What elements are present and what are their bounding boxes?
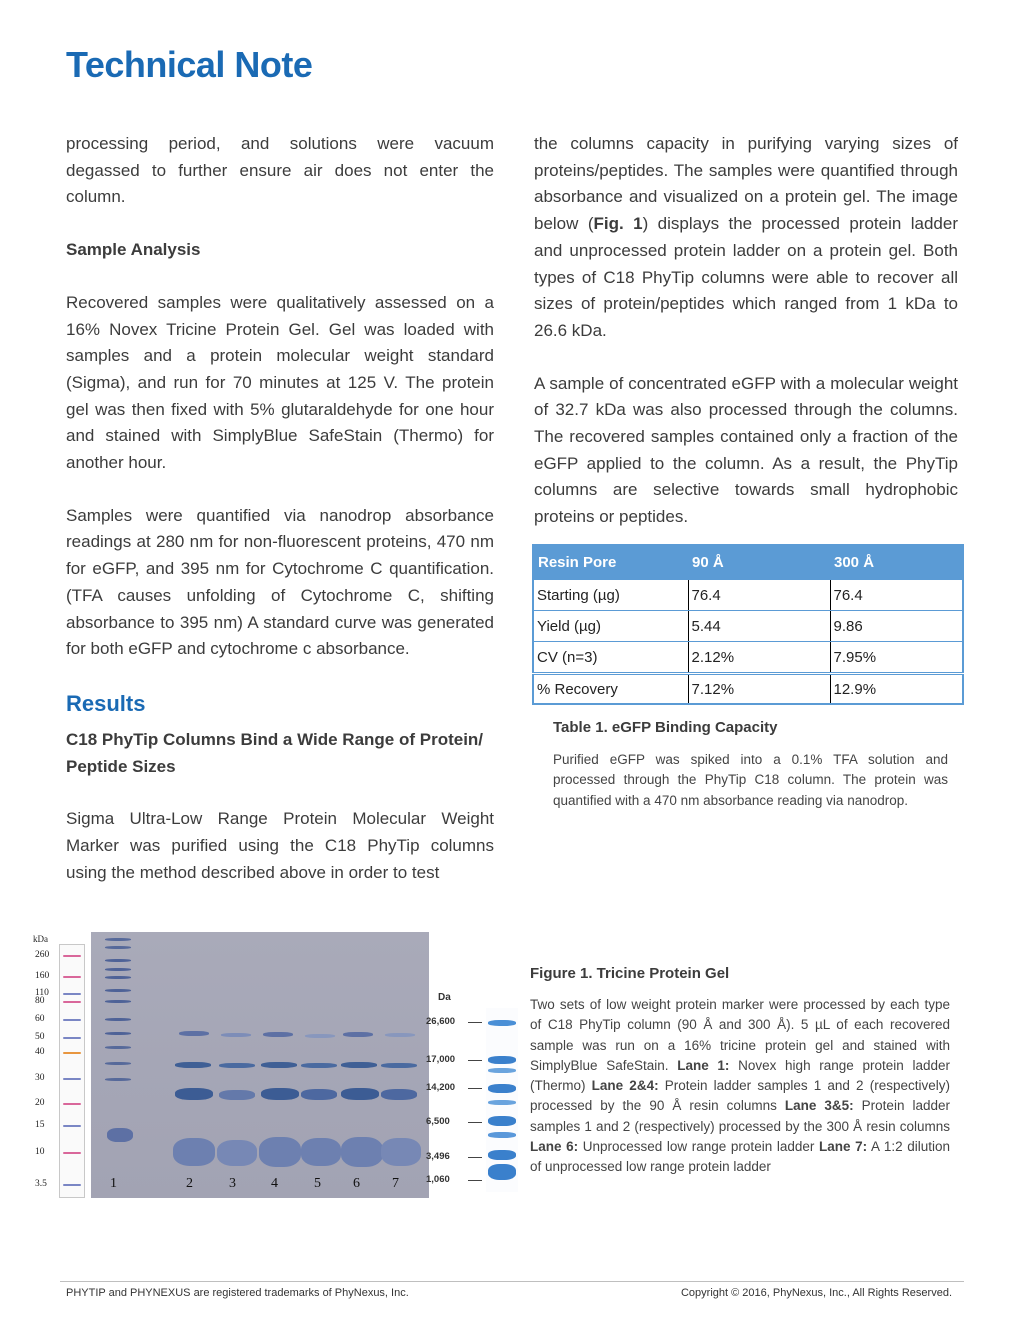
gel-band	[175, 1088, 213, 1100]
ladder-band	[488, 1150, 516, 1160]
gel-band	[107, 1128, 133, 1142]
table-cell: % Recovery	[533, 674, 688, 705]
ladder-pointer	[468, 1157, 482, 1158]
ladder-band	[488, 1084, 516, 1093]
section-heading-results: Results	[66, 690, 146, 716]
lane-number: 2	[186, 1176, 193, 1191]
ladder-label: 14,200	[426, 1082, 456, 1093]
marker-label: 3.5	[35, 1179, 47, 1189]
marker-label: 30	[35, 1073, 45, 1083]
caption-lane-label: Lane 1:	[677, 1057, 730, 1073]
ladder-pointer	[468, 1180, 482, 1181]
protein-marker-strip	[33, 934, 85, 1198]
low-range-ladder-reference	[426, 992, 526, 1192]
gel-band	[301, 1138, 341, 1166]
marker-band	[63, 1052, 81, 1054]
lane-number: 1	[110, 1176, 117, 1191]
gel-band	[343, 1032, 373, 1037]
gel-band	[105, 1018, 131, 1021]
lane-number: 4	[271, 1176, 278, 1191]
caption-text: A 1:2 dilution of unprocessed low range protein ladder	[530, 1139, 951, 1175]
marker-band	[63, 1078, 81, 1080]
gel-band	[105, 976, 131, 979]
figure-reference: Fig. 1	[593, 214, 643, 234]
caption-text: Novex high range protein ladder (Thermo)	[530, 1057, 950, 1094]
gel-band	[259, 1137, 301, 1167]
gel-band	[221, 1033, 251, 1037]
marker-band	[63, 1037, 81, 1039]
marker-lane	[59, 944, 85, 1198]
table-header-cell: 300 Å	[830, 545, 963, 580]
ladder-label: 26,600	[426, 1016, 456, 1027]
ladder-unit-label: Da	[438, 992, 451, 1003]
gel-band	[105, 959, 131, 962]
caption-text: Protein ladder samples 1 and 2 (respectively) processed by the 90 Å resin columns	[530, 1078, 950, 1114]
gel-band	[105, 1046, 131, 1049]
footer-divider	[60, 1281, 964, 1282]
marker-band	[63, 1184, 81, 1186]
marker-label: 80	[35, 996, 45, 1006]
lane-number: 5	[314, 1176, 321, 1191]
table-cell: Starting (µg)	[533, 580, 688, 611]
table-summary-row	[533, 674, 963, 705]
marker-band	[63, 976, 81, 978]
gel-band	[381, 1138, 421, 1166]
ladder-pointer	[468, 1060, 482, 1061]
ladder-label: 3,496	[426, 1151, 450, 1162]
caption-lane-label: Lane 2&4:	[591, 1078, 659, 1094]
caption-text: Protein ladder samples 1 and 2 (respectively) processed by the 300 Å resin columns	[530, 1098, 950, 1134]
table-cell: 76.4	[830, 580, 963, 611]
ladder-pointer	[468, 1122, 482, 1123]
marker-band	[63, 1019, 81, 1021]
ladder-band	[488, 1056, 516, 1064]
ladder-label: 1,060	[426, 1174, 450, 1185]
gel-band	[385, 1033, 415, 1037]
gel-band	[179, 1031, 209, 1036]
marker-label: 10	[35, 1147, 45, 1157]
protein-gel-image	[91, 932, 429, 1198]
right-column	[534, 131, 958, 531]
paragraph: Samples were quantified via nanodrop absorbance readings at 280 nm for non-fluorescent proteins, 470 nm for eGFP, and 395 nm for Cytochrome C quantification. (TFA causes unfolding of Cytochrome C, shifting absorbance to 395 nm) A standard curve was generated for both eGFP and cytochrome c absorbance.	[66, 505, 494, 659]
ladder-band	[488, 1116, 516, 1126]
paragraph: A sample of concentrated eGFP with a molecular weight of 32.7 kDa was also processed through the columns. The recovered samples contained only a fraction of the eGFP applied to the column. As a result, the PhyTip columns are selective towards small hydrophobic proteins or peptides.	[534, 373, 958, 527]
ladder-band	[488, 1020, 516, 1026]
ladder-band	[488, 1132, 516, 1138]
marker-label: 15	[35, 1120, 45, 1130]
ladder-band	[488, 1164, 516, 1180]
gel-band	[217, 1140, 257, 1166]
ladder-lane	[486, 1008, 518, 1192]
gel-band	[381, 1089, 417, 1100]
gel-band	[341, 1088, 379, 1100]
table-cell: 76.4	[688, 580, 830, 611]
gel-band	[263, 1032, 293, 1037]
gel-band	[105, 1062, 131, 1065]
marker-band	[63, 1125, 81, 1127]
marker-label: 260	[35, 950, 50, 960]
ladder-pointer	[468, 1022, 482, 1023]
paragraph-part: the columns capacity in purifying varying sizes of proteins/peptides. The samples were quantified through absorbance and visualized on a protein gel. The image below (	[534, 134, 958, 234]
gel-band	[105, 1000, 131, 1003]
gel-band	[219, 1063, 255, 1068]
marker-band	[63, 1152, 81, 1154]
gel-band	[105, 938, 131, 941]
table-cell: 5.44	[688, 611, 830, 642]
gel-band	[261, 1062, 297, 1068]
table-cell: 9.86	[830, 611, 963, 642]
table-header-cell: 90 Å	[688, 545, 830, 580]
table-row	[533, 611, 963, 642]
table-row	[533, 580, 963, 611]
gel-band	[105, 989, 131, 992]
gel-band	[175, 1062, 211, 1068]
lane-number: 3	[229, 1176, 236, 1191]
gel-band	[105, 1078, 131, 1081]
gel-band	[219, 1090, 255, 1100]
paragraph-part: ) displays the processed protein ladder and unprocessed protein ladder on a protein gel. Both types of C18 PhyTip columns were able to recover all sizes of protein/peptides which ranged from 1 kDa to 26.6 kDa.	[534, 214, 958, 340]
gel-band	[305, 1034, 335, 1038]
figure-caption-body	[530, 995, 950, 1178]
table-row	[533, 642, 963, 674]
caption-lane-label: Lane 7:	[818, 1139, 868, 1155]
marker-band	[63, 993, 81, 995]
table-cell: 7.12%	[688, 674, 830, 705]
marker-label: 50	[35, 1032, 45, 1042]
lane-number: 6	[353, 1176, 360, 1191]
figure-caption-title: Figure 1. Tricine Protein Gel	[530, 965, 730, 982]
gel-band	[105, 946, 131, 949]
table-cell: CV (n=3)	[533, 642, 688, 674]
marker-band	[63, 1001, 81, 1003]
caption-lane-label: Lane 6:	[530, 1139, 579, 1155]
marker-label: 60	[35, 1014, 45, 1024]
table-cell: 12.9%	[830, 674, 963, 705]
marker-label: 160	[35, 971, 50, 981]
results-subheading: C18 PhyTip Columns Bind a Wide Range of Protein/ Peptide Sizes	[66, 729, 484, 776]
gel-band	[261, 1088, 299, 1100]
gel-band	[341, 1062, 377, 1068]
binding-capacity-table	[532, 544, 964, 705]
table-cell: 7.95%	[830, 642, 963, 674]
table-header-cell: Resin Pore	[533, 545, 688, 580]
gel-band	[301, 1063, 337, 1068]
gel-band	[341, 1137, 383, 1167]
marker-band	[63, 955, 81, 957]
marker-label: 20	[35, 1098, 45, 1108]
left-column	[66, 131, 494, 886]
paragraph: Sigma Ultra-Low Range Protein Molecular Weight Marker was purified using the C18 PhyTip columns using the method described above in order to test	[66, 809, 494, 882]
paragraph: processing period, and solutions were vacuum degassed to further ensure air does not enter the column.	[66, 134, 494, 207]
footer-trademark: PHYTIP and PHYNEXUS are registered trademarks of PhyNexus, Inc.	[66, 1287, 409, 1299]
gel-band	[301, 1089, 337, 1100]
ladder-pointer	[468, 1088, 482, 1089]
ladder-label: 6,500	[426, 1116, 450, 1127]
gel-band	[105, 968, 131, 971]
gel-band	[173, 1138, 215, 1166]
table-caption-body: Purified eGFP was spiked into a 0.1% TFA solution and processed through the PhyTip C18 column. The protein was quantified with a 470 nm absorbance reading via nanodrop.	[553, 752, 948, 808]
paragraph	[534, 131, 958, 345]
table-header-row	[533, 545, 963, 580]
ladder-band	[488, 1100, 516, 1105]
ladder-label: 17,000	[426, 1054, 456, 1065]
marker-label: 110	[35, 988, 49, 998]
marker-label: 40	[35, 1047, 45, 1057]
caption-text: Two sets of low weight protein marker were processed by each type of C18 PhyTip column (90 Å and 300 Å). 5 µL of each recovered sample was run on a 16% tricine protein gel and stained with SimplyBlue SafeStain.	[530, 997, 950, 1073]
gel-band	[105, 1032, 131, 1035]
section-heading-sample-analysis: Sample Analysis	[66, 240, 201, 260]
table-caption-title: Table 1. eGFP Binding Capacity	[553, 719, 778, 736]
footer-copyright: Copyright © 2016, PhyNexus, Inc., All Rights Reserved.	[680, 1287, 952, 1299]
caption-lane-label: Lane 3&5:	[784, 1098, 854, 1114]
lane-number: 7	[392, 1176, 399, 1191]
gel-band	[381, 1063, 417, 1068]
table-cell: Yield (µg)	[533, 611, 688, 642]
marker-unit-label: kDa	[33, 934, 48, 944]
page-title: Technical Note	[66, 44, 313, 85]
caption-text: Unprocessed low range protein ladder	[578, 1139, 819, 1155]
paragraph: Recovered samples were qualitatively assessed on a 16% Novex Tricine Protein Gel. Gel was loaded with samples and a protein molecular weight standard (Sigma), and run for 70 minutes at 125 V. The protein gel was then fixed with 5% glutaraldehyde for one hour and stained with SimplyBlue SafeStain (Thermo) for another hour.	[66, 292, 494, 473]
table-cell: 2.12%	[688, 642, 830, 674]
marker-band	[63, 1103, 81, 1105]
ladder-band	[488, 1068, 516, 1073]
